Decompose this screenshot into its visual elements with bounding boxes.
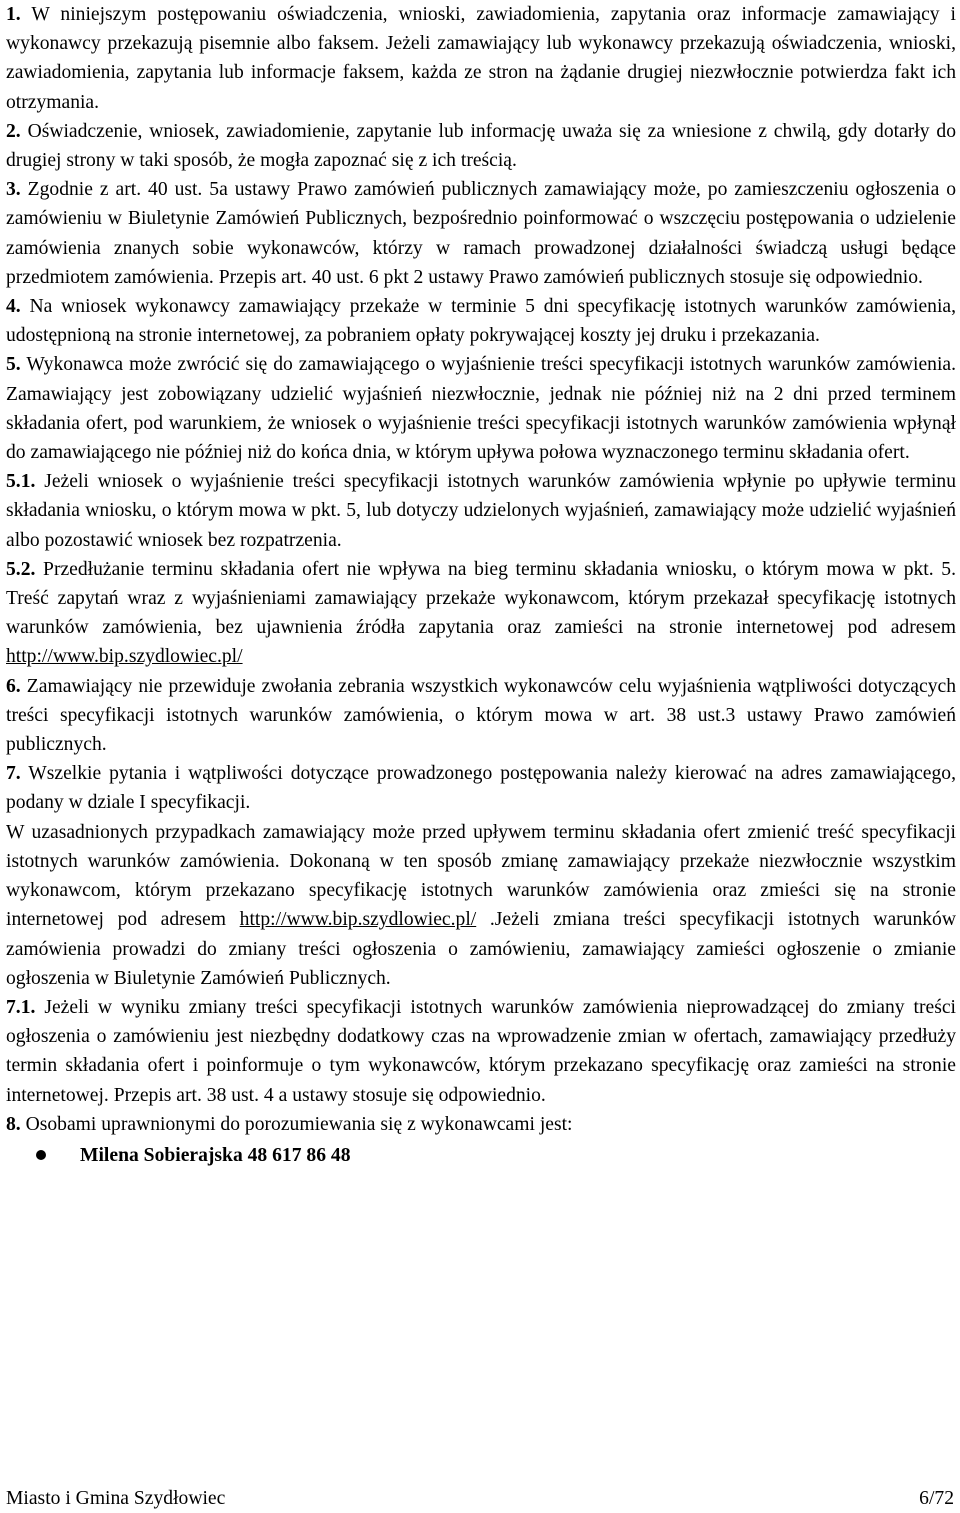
paragraph-text: Na wniosek wykonawcy zamawiający przekaże w terminie 5 dni specyfikację istotnych warunków zamówienia, udostępnioną na stronie internetowej, za pobraniem opłaty pokrywającej koszty jej druku i przekazania.: [6, 296, 956, 347]
paragraph-1: [6, 0, 956, 117]
paragraph-text: Wszelkie pytania i wątpliwości dotyczące prowadzonego postępowania należy kierować na adres zamawiającego, podany w dziale I specyfikacji.: [6, 763, 956, 814]
paragraph-8: [6, 1110, 956, 1139]
paragraph-5-1: [6, 467, 956, 555]
paragraph-number: 5.1.: [6, 471, 36, 493]
bip-link[interactable]: http://www.bip.szydlowiec.pl/: [6, 646, 243, 668]
paragraph-7-1: [6, 993, 956, 1110]
paragraph-text: Zamawiający nie przewiduje zwołania zebrania wszystkich wykonawców celu wyjaśnienia wątpliwości dotyczących treści specyfikacji istotnych warunków zamówienia, o którym mowa w art. 38 ust.3 ustawy Prawo zamówień publicznych.: [6, 675, 956, 756]
paragraph-2: [6, 117, 956, 175]
paragraph-number: 1.: [6, 4, 21, 25]
paragraph-number: 7.: [6, 763, 21, 785]
contact-list: [6, 1141, 956, 1170]
paragraph-6: [6, 672, 956, 760]
paragraph-number: 6.: [6, 675, 21, 697]
paragraph-number: 5.: [6, 354, 21, 376]
paragraph-text: W uzasadnionych przypadkach zamawiający może przed upływem terminu składania ofert zmienić treść specyfikacji istotnych warunków zamówienia. Dokonaną w ten sposób zmianę zamawiający przekaże niezwłocznie wszystkim wykonawcom, którym przekazano specyfikację istotnych warunków zamówienia oraz zmieści się na stronie internetowej pod adresem: [6, 821, 956, 931]
paragraph-number: 2.: [6, 120, 21, 142]
paragraph-text: W niniejszym postępowaniu oświadczenia, wnioski, zawiadomienia, zapytania oraz informacje zamawiający i wykonawcy przekazują pisemnie albo faksem. Jeżeli zamawiający lub wykonawcy przekazują oświadczenia, wnioski, zawiadomienia, zapytania lub informacje faksem, każda ze stron na żądanie drugiej niezwłocznie potwierdza fakt ich otrzymania.: [6, 4, 957, 113]
paragraph-text: Osobami uprawnionymi do porozumiewania się z wykonawcami jest:: [25, 1113, 573, 1135]
paragraph-number: 7.1.: [6, 996, 36, 1018]
paragraph-number: 8.: [6, 1113, 21, 1135]
paragraph-3: [6, 175, 956, 292]
contact-item: [6, 1141, 956, 1170]
footer-page-number: 6/72: [919, 1488, 954, 1509]
page-footer: [6, 1487, 954, 1511]
bip-link[interactable]: http://www.bip.szydlowiec.pl/: [239, 909, 477, 931]
paragraph-number: 5.2.: [6, 558, 36, 580]
paragraph-5-2: [6, 555, 956, 672]
paragraph-text: Zgodnie z art. 40 ust. 5a ustawy Prawo zamówień publicznych zamawiający może, po zamieszczeniu ogłoszenia o zamówieniu w Biuletynie Zamówień Publicznych, bezpośrednio poinformować o wszczęciu postępowania o udzielenie zamówienia znanych sobie wykonawców, którzy w ramach prowadzonej działalności świadczą usługi będące przedmiotem zamówienia. Przepis art. 40 ust. 6 pkt 2 ustawy Prawo zamówień publicznych stosuje się odpowiednio.: [6, 179, 956, 288]
paragraph-text: Przedłużanie terminu składania ofert nie wpływa na bieg terminu składania wniosku, o którym mowa w pkt. 5. Treść zapytań wraz z wyjaśnieniami zamawiający przekaże wykonawcom, którym przekazał specyfikację istotnych warunków zamówienia, bez ujawnienia źródła zapytania oraz zamieści na stronie internetowej pod adresem: [6, 558, 956, 639]
paragraph-text: Jeżeli w wyniku zmiany treści specyfikacji istotnych warunków zamówienia nieprowadzącej do zmiany treści ogłoszenia o zamówieniu jest niezbędny dodatkowy czas na wprowadzenie zmian w ofertach, zamawiający przedłuży termin składania ofert i poinformuje o tym wykonawców, którym przekazano specyfikację oraz zamieści na stronie internetowej. Przepis art. 38 ust. 4 a ustawy stosuje się odpowiednio.: [6, 996, 956, 1106]
paragraph-number: 3.: [6, 179, 21, 201]
paragraph-number: 4.: [6, 296, 21, 318]
paragraph-7: [6, 759, 956, 817]
paragraph-text-after-link: .Jeżeli zmiana treści specyfikacji istotnych warunków zamówienia prowadzi do zmiany treści ogłoszenia o zamówieniu, zamawiający zamieści ogłoszenie o zmianie ogłoszenia w Biuletynie Zamówień Publicznych.: [6, 909, 956, 989]
contact-text: Milena Sobierajska 48 617 86 48: [80, 1144, 351, 1166]
paragraph-4: [6, 292, 956, 350]
paragraph-text: Wykonawca może zwrócić się do zamawiającego o wyjaśnienie treści specyfikacji istotnych warunków zamówienia. Zamawiający jest zobowiązany udzielić wyjaśnień niezwłocznie, jednak nie później niż na 2 dni przed terminem składania ofert, pod warunkiem, że wniosek o wyjaśnienie treści specyfikacji istotnych warunków zamówienia wpłynął do zamawiającego nie później niż do końca dnia, w którym upływa połowa wyznaczonego terminu składania ofert.: [6, 354, 957, 464]
footer-organization: Miasto i Gmina Szydłowiec: [6, 1488, 226, 1509]
paragraph-text: Jeżeli wniosek o wyjaśnienie treści specyfikacji istotnych warunków zamówienia wpłynie po upływie terminu składania wniosku, o którym mowa w pkt. 5, lub dotyczy udzielonych wyjaśnień, zamawiający może udzielić wyjaśnień albo pozostawić wniosek bez rozpatrzenia.: [6, 471, 956, 551]
paragraph-7-continuation: [6, 818, 956, 993]
paragraph-5: [6, 350, 956, 467]
document-body: [6, 0, 956, 1170]
bullet-icon: [36, 1150, 46, 1160]
paragraph-text: Oświadczenie, wniosek, zawiadomienie, zapytanie lub informację uważa się za wniesione z chwilą, gdy dotarły do drugiej strony w taki sposób, że mogła zapoznać się z ich treścią.: [6, 120, 956, 172]
